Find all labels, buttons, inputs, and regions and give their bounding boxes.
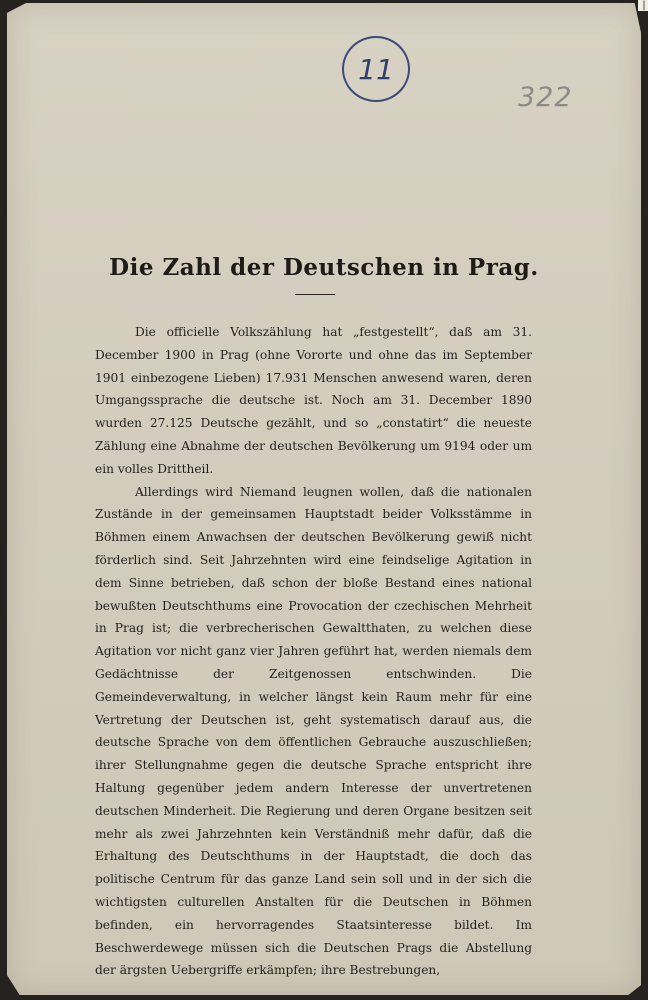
document-title: Die Zahl der Deutschen in Prag. xyxy=(109,254,539,281)
pencil-page-number: 322 xyxy=(518,82,573,113)
title-rule xyxy=(295,294,335,295)
paragraph-1: Die officielle Volkszählung hat „festgestellt“, daß am 31. December 1900 in Prag (ohne Vororte und ohne das im September 1901 einbezogene Lieben) 17.931 Menschen anwesend waren, deren Umgangssprache die deutsche ist. Noch am 31. December 1890 wurden 27.125 Deutsche gezählt, und so „constatirt“ die neueste Zählung eine Abnahme der deutschen Bevölkerung um 9194 oder um ein volles Drittheil. xyxy=(95,325,532,476)
handwritten-circled-number: 11 xyxy=(342,36,410,102)
paragraph-2: Allerdings wird Niemand leugnen wollen, daß die nationalen Zustände in der gemeinsamen Hauptstadt beider Volksstämme in Böhmen einem Anwachsen der deutschen Bevölkerung gewiß nicht förderlich sind. Seit Jahrzehnten wird eine feindselige Agitation in dem Sinne betrieben, daß schon der bloße Bestand eines national bewußten Deutschthums eine Provocation der czechischen Mehrheit in Prag ist; die verbrecherischen Gewaltthaten, zu welchen diese Agitation vor nicht ganz vier Jahren geführt hat, werden niemals dem Gedächtnisse der Zeitgenossen entschwinden. Die Gemeindeverwaltung, in welcher längst kein Raum mehr für eine Vertretung der Deutschen ist, geht systematisch darauf aus, die deutsche Sprache von dem öffentlichen Gebrauche auszuschließen; ihrer Stellungnahme gegen die deutsche Sprache entspricht ihre Haltung gegenüber jedem andern Interesse der unvertretenen deutschen Minderheit. Die Regierung und deren Organe besitzen seit mehr als zwei Jahrzehnten kein Verständniß mehr dafür, daß die Erhaltung des Deutschthums in der Hauptstadt, die doch das politische Centrum für das ganze Land sein soll und in der sich die wichtigsten culturellen Anstalten für die Deutschen in Böhmen befinden, ein hervorragendes Staatsinteresse bildet. Im Beschwerdewege müssen sich die Deutschen Prags die Abstellung der ärgsten Uebergriffe erkämpfen; ihre Bestrebungen, xyxy=(95,484,532,978)
body-text xyxy=(95,321,532,982)
corner-mark: | xyxy=(638,0,648,11)
